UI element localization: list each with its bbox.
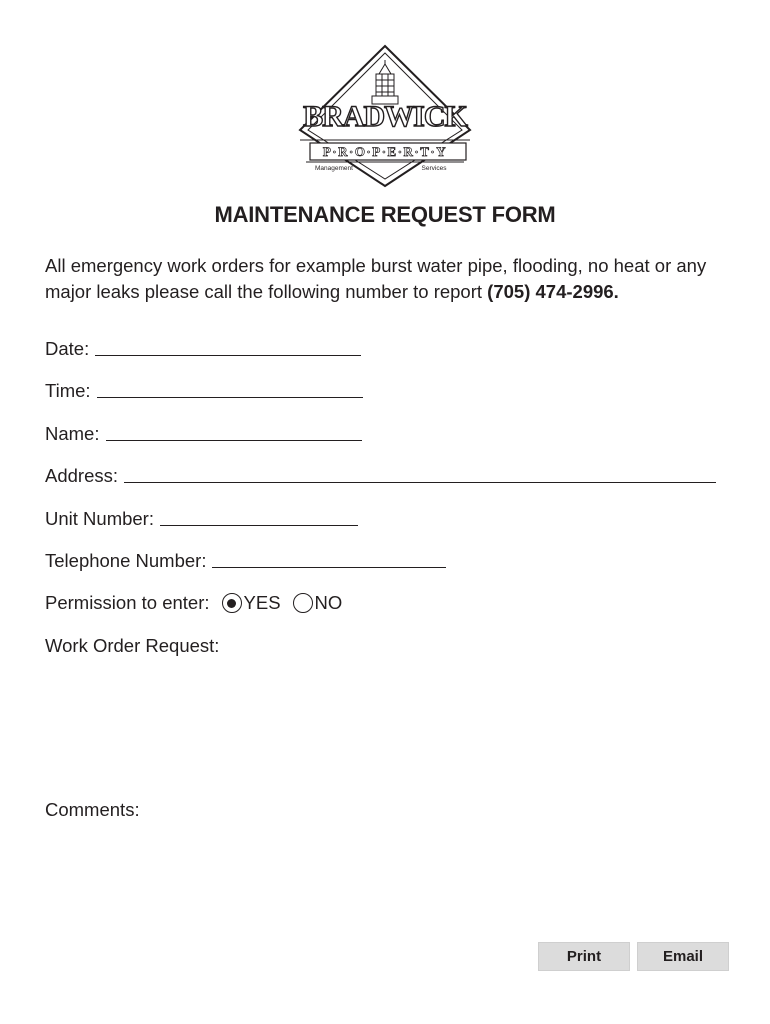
page-title: MAINTENANCE REQUEST FORM [214, 202, 556, 227]
name-label: Name: [45, 423, 100, 444]
bradwick-logo [282, 44, 488, 188]
time-input[interactable] [97, 396, 363, 398]
print-button[interactable]: Print [538, 942, 630, 971]
date-row [45, 338, 361, 360]
email-button[interactable]: Email [637, 942, 729, 971]
time-row [45, 380, 363, 402]
unit-label: Unit Number: [45, 508, 154, 529]
intro-paragraph [45, 253, 735, 305]
address-row [45, 465, 716, 487]
telephone-row [45, 550, 446, 572]
telephone-input[interactable] [212, 566, 446, 568]
address-label: Address: [45, 465, 119, 486]
name-input[interactable] [106, 439, 362, 441]
work-order-textarea[interactable] [45, 662, 725, 792]
logo-services-text: Services [421, 165, 447, 172]
address-input[interactable] [124, 481, 716, 483]
logo-management-text: Management [315, 165, 353, 172]
radio-selected-dot [227, 599, 236, 608]
intro-text: All emergency work orders for example burst water pipe, flooding, no heat or any major leaks please call the following number to report [45, 255, 707, 302]
logo-property-text: P·R·O·P·E·R·T·Y [322, 144, 448, 159]
telephone-label: Telephone Number: [45, 550, 207, 571]
work-order-label: Work Order Request: [45, 635, 220, 656]
unit-row [45, 508, 358, 530]
permission-yes-radio[interactable] [222, 593, 242, 613]
time-label: Time: [45, 380, 91, 401]
tower-icon [372, 60, 398, 104]
date-label: Date: [45, 338, 90, 359]
comments-label: Comments: [45, 799, 140, 820]
permission-yes-label: YES [243, 592, 281, 613]
date-input[interactable] [95, 354, 361, 356]
logo-brand-text: BRADWICK [303, 100, 467, 133]
unit-input[interactable] [160, 524, 358, 526]
comments-textarea[interactable] [45, 826, 725, 931]
name-row [45, 423, 362, 445]
permission-no-label: NO [314, 592, 343, 613]
permission-no-radio[interactable] [293, 593, 313, 613]
emergency-phone: (705) 474-2996. [487, 281, 619, 302]
permission-label: Permission to enter: [45, 592, 210, 613]
permission-row [45, 592, 342, 614]
